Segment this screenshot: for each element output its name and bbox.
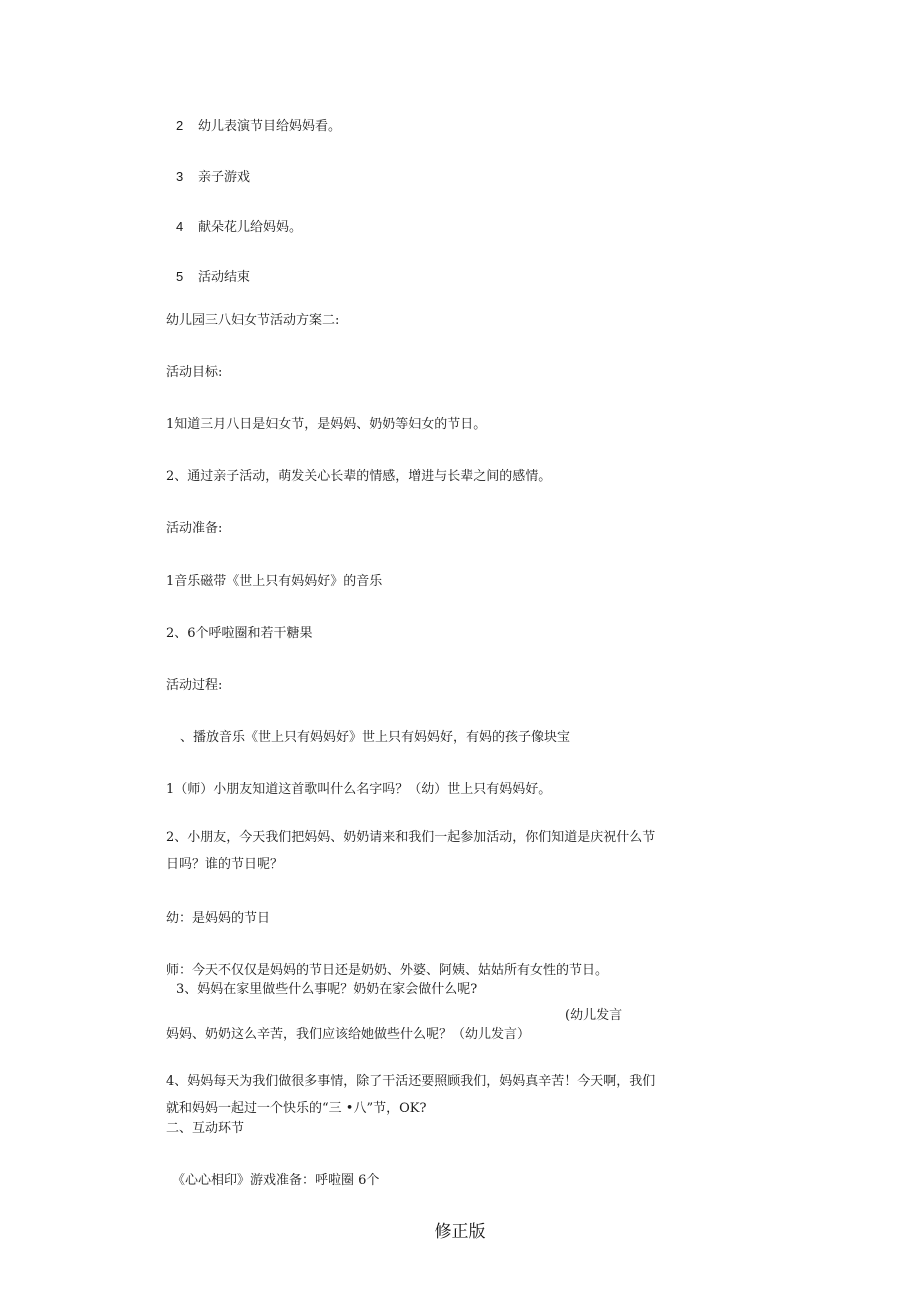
goals-heading: 活动目标: — [166, 365, 223, 380]
plan-title: 幼儿园三八妇女节活动方案二: — [166, 313, 340, 328]
list-number: 5 — [176, 269, 184, 284]
teacher-answer: 师：今天不仅仅是妈妈的节日还是奶奶、外婆、阿姨、姑姑所有女性的节日。 — [166, 963, 609, 978]
list-number: 4 — [176, 219, 184, 234]
list-text: 亲子游戏 — [198, 170, 251, 185]
list-item-2 — [176, 118, 341, 135]
process-heading: 活动过程: — [166, 678, 223, 693]
prep-1: 1音乐磁带《世上只有妈妈好》的音乐 — [166, 574, 383, 589]
list-text: 献朵花儿给妈妈。 — [198, 220, 303, 235]
process-intro: 、播放音乐《世上只有妈妈好》世上只有妈妈好，有妈的孩子像块宝 — [180, 730, 571, 745]
child-answer: 幼：是妈妈的节日 — [166, 911, 271, 926]
question-2-line-2: 日吗？谁的节日呢？ — [166, 857, 284, 872]
question-3-note: (幼儿发言 — [565, 1008, 623, 1023]
list-number: 3 — [176, 169, 184, 184]
list-text: 活动结束 — [198, 270, 251, 285]
list-item-5 — [176, 269, 250, 286]
question-2-line-1: 2、小朋友，今天我们把妈妈、奶奶请来和我们一起参加活动，你们知道是庆祝什么节 — [166, 830, 656, 845]
question-3-followup: 妈妈、奶奶这么辛苦，我们应该给她做些什么呢？（幼儿发言） — [166, 1027, 531, 1042]
goal-2: 2、通过亲子活动，萌发关心长辈的情感，增进与长辈之间的感情。 — [166, 469, 552, 484]
question-4-line-2: 就和妈妈一起过一个快乐的“三 •八”节，OK? — [166, 1101, 427, 1116]
prep-heading: 活动准备: — [166, 521, 223, 536]
prep-2: 2、6个呼啦圈和若干糖果 — [166, 626, 313, 641]
section-two-heading: 二、互动环节 — [166, 1121, 245, 1136]
question-4-line-1: 4、妈妈每天为我们做很多事情，除了干活还要照顾我们，妈妈真辛苦！今天啊，我们 — [166, 1074, 656, 1089]
list-item-3 — [176, 169, 250, 186]
game-prep: 《心心相印》游戏准备：呼啦圈 6个 — [172, 1173, 380, 1188]
goal-1: 1知道三月八日是妇女节，是妈妈、奶奶等妇女的节日。 — [166, 417, 487, 432]
list-item-4 — [176, 219, 302, 236]
list-number: 2 — [176, 118, 184, 133]
question-1: 1（师）小朋友知道这首歌叫什么名字吗？（幼）世上只有妈妈好。 — [166, 782, 552, 797]
question-3: 3、妈妈在家里做些什么事呢？奶奶在家会做什么呢? — [176, 982, 478, 997]
footer-label: 修正版 — [434, 1222, 486, 1242]
list-text: 幼儿表演节目给妈妈看。 — [198, 119, 342, 134]
